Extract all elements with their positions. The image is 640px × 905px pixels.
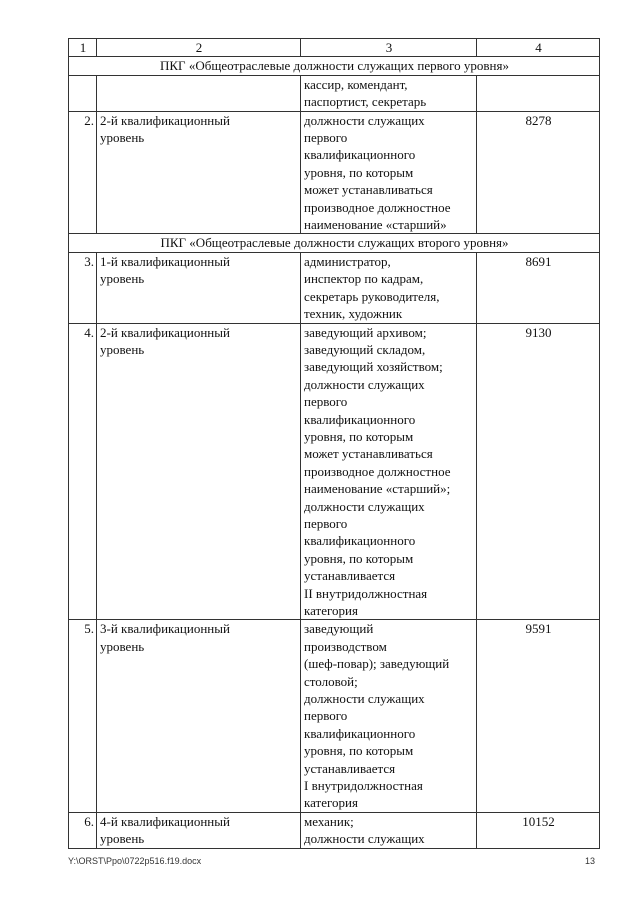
table-row <box>69 620 600 812</box>
salary-cell: 8691 <box>477 252 600 323</box>
table-row <box>69 252 600 323</box>
header-col-2: 2 <box>97 39 301 57</box>
row-number-cell <box>69 75 97 111</box>
header-col-4: 4 <box>477 39 600 57</box>
salary-cell: 10152 <box>477 812 600 848</box>
salary-cell: 9591 <box>477 620 600 812</box>
footer-file-path: Y:\ORST\Ppo\0722p516.f19.docx <box>68 856 202 866</box>
positions-cell: заведующий архивом; заведующий складом, заведующий хозяйством; должности служащих первого квалификационного уровня, по которым может устанавливаться производное должностное наименование «старший»; должности служащих первого квалификационного уровня, по которым устанавливается II внутридолжностная категория <box>301 323 477 620</box>
positions-cell: кассир, комендант, паспортист, секретарь <box>301 75 477 111</box>
group-row-second-level <box>69 234 600 252</box>
salary-cell: 9130 <box>477 323 600 620</box>
row-number-cell: 3. <box>69 252 97 323</box>
level-cell: 1-й квалификационный уровень <box>97 252 301 323</box>
footer-page-number: 13 <box>585 856 596 866</box>
salary-cell <box>477 75 600 111</box>
table-row <box>69 323 600 620</box>
header-row <box>69 39 600 57</box>
table-row <box>69 111 600 234</box>
level-cell <box>97 75 301 111</box>
group-title-first-level: ПКГ «Общеотраслевые должности служащих первого уровня» <box>69 57 600 75</box>
salary-cell: 8278 <box>477 111 600 234</box>
table-row <box>69 812 600 848</box>
table-row <box>69 75 600 111</box>
positions-cell: администратор, инспектор по кадрам, секретарь руководителя, техник, художник <box>301 252 477 323</box>
row-number-cell: 6. <box>69 812 97 848</box>
row-number-cell: 2. <box>69 111 97 234</box>
row-number-cell: 4. <box>69 323 97 620</box>
group-title-second-level: ПКГ «Общеотраслевые должности служащих второго уровня» <box>69 234 600 252</box>
group-row-first-level <box>69 57 600 75</box>
header-col-1: 1 <box>69 39 97 57</box>
salary-table <box>68 38 600 849</box>
level-cell: 3-й квалификационный уровень <box>97 620 301 812</box>
positions-cell: должности служащих первого квалификационного уровня, по которым может устанавливаться производное должностное наименование «старший» <box>301 111 477 234</box>
row-number-cell: 5. <box>69 620 97 812</box>
level-cell: 2-й квалификационный уровень <box>97 323 301 620</box>
level-cell: 4-й квалификационный уровень <box>97 812 301 848</box>
positions-cell: механик; должности служащих <box>301 812 477 848</box>
positions-cell: заведующий производством (шеф-повар); заведующий столовой; должности служащих первого квалификационного уровня, по которым устанавливается I внутридолжностная категория <box>301 620 477 812</box>
level-cell: 2-й квалификационный уровень <box>97 111 301 234</box>
header-col-3: 3 <box>301 39 477 57</box>
